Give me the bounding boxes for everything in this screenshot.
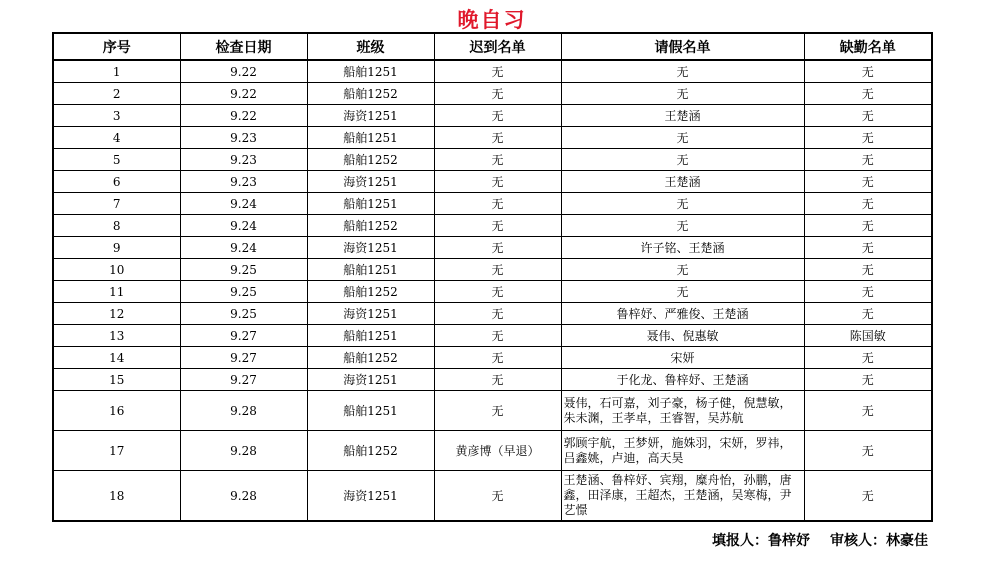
table-row [53,127,932,149]
cell-leave[interactable]: 王楚涵、鲁梓妤、宾翔，糜舟怡，孙鹏，唐鑫，田泽康，王超杰，王楚涵，吴寒梅，尹艺憬 [561,471,804,522]
cell-class[interactable]: 海资1251 [307,471,434,522]
cell-date[interactable]: 9.24 [180,215,307,237]
cell-date[interactable]: 9.25 [180,303,307,325]
cell-date[interactable]: 9.22 [180,83,307,105]
signature-footer [712,530,928,550]
cell-late[interactable]: 无 [434,281,561,303]
table-row [53,259,932,281]
cell-leave[interactable]: 许子铭、王楚涵 [561,237,804,259]
cell-leave[interactable]: 无 [561,259,804,281]
cell-leave[interactable]: 无 [561,60,804,83]
cell-late[interactable]: 无 [434,60,561,83]
cell-absent[interactable]: 无 [804,237,932,259]
table-row [53,237,932,259]
table-row [53,431,932,471]
cell-absent[interactable]: 无 [804,281,932,303]
cell-absent[interactable]: 无 [804,215,932,237]
filler-name: 鲁梓妤 [768,533,810,549]
cell-late[interactable]: 无 [434,105,561,127]
cell-no[interactable]: 3 [53,105,180,127]
cell-no[interactable]: 18 [53,471,180,522]
header-date[interactable]: 检查日期 [180,33,307,60]
cell-class[interactable]: 海资1251 [307,369,434,391]
cell-absent[interactable]: 无 [804,83,932,105]
cell-class[interactable]: 船舶1251 [307,127,434,149]
cell-date[interactable]: 9.23 [180,171,307,193]
cell-late[interactable]: 无 [434,193,561,215]
cell-date[interactable]: 9.23 [180,149,307,171]
cell-absent[interactable]: 无 [804,60,932,83]
table-row [53,215,932,237]
cell-leave[interactable]: 宋妍 [561,347,804,369]
table-row [53,171,932,193]
cell-leave[interactable]: 王楚涵 [561,171,804,193]
cell-leave[interactable]: 聂伟，石可嘉，刘子豪，杨子健，倪慧敏，朱未渊，王孝卓，王睿智，吴苏航 [561,391,804,431]
header-class[interactable]: 班级 [307,33,434,60]
cell-no[interactable]: 17 [53,431,180,471]
table-row [53,325,932,347]
sheet-title: 晚自习 [457,7,527,32]
cell-absent[interactable]: 无 [804,431,932,471]
cell-late[interactable]: 无 [434,347,561,369]
cell-leave[interactable]: 无 [561,127,804,149]
header-no[interactable]: 序号 [53,33,180,60]
header-row [53,33,932,60]
cell-late[interactable]: 无 [434,259,561,281]
cell-leave[interactable]: 郭顾宇航，王梦妍，施姝羽，宋妍，罗祎，吕鑫姚，卢迪，高天昊 [561,431,804,471]
cell-date[interactable]: 9.28 [180,431,307,471]
cell-late[interactable]: 无 [434,325,561,347]
cell-class[interactable]: 海资1251 [307,303,434,325]
cell-date[interactable]: 9.22 [180,60,307,83]
cell-absent[interactable]: 无 [804,369,932,391]
cell-date[interactable]: 9.25 [180,281,307,303]
cell-class[interactable]: 船舶1252 [307,215,434,237]
cell-late[interactable]: 无 [434,127,561,149]
cell-class[interactable]: 船舶1252 [307,431,434,471]
cell-absent[interactable]: 无 [804,149,932,171]
cell-date[interactable]: 9.24 [180,237,307,259]
cell-absent[interactable]: 无 [804,259,932,281]
table-row [53,369,932,391]
cell-absent[interactable]: 无 [804,193,932,215]
cell-date[interactable]: 9.25 [180,259,307,281]
cell-no[interactable]: 14 [53,347,180,369]
cell-late[interactable]: 无 [434,303,561,325]
cell-absent[interactable]: 无 [804,471,932,522]
cell-absent[interactable]: 无 [804,127,932,149]
table-row [53,347,932,369]
cell-class[interactable]: 船舶1252 [307,83,434,105]
cell-class[interactable]: 海资1251 [307,237,434,259]
cell-no[interactable]: 5 [53,149,180,171]
cell-leave[interactable]: 无 [561,281,804,303]
cell-no[interactable]: 8 [53,215,180,237]
cell-no[interactable]: 13 [53,325,180,347]
cell-leave[interactable]: 无 [561,149,804,171]
cell-date[interactable]: 9.24 [180,193,307,215]
cell-late[interactable]: 无 [434,391,561,431]
filler-label: 填报人： [712,533,768,549]
table-body [53,60,932,521]
cell-class[interactable]: 船舶1251 [307,193,434,215]
table-row [53,281,932,303]
header-leave[interactable]: 请假名单 [561,33,804,60]
cell-class[interactable]: 船舶1251 [307,325,434,347]
cell-absent[interactable]: 无 [804,171,932,193]
table-row [53,60,932,83]
cell-class[interactable]: 船舶1251 [307,259,434,281]
table-row [53,303,932,325]
cell-late[interactable]: 无 [434,149,561,171]
table-row [53,471,932,522]
cell-leave[interactable]: 王楚涵 [561,105,804,127]
cell-late[interactable]: 无 [434,237,561,259]
cell-no[interactable]: 12 [53,303,180,325]
cell-leave[interactable]: 于化龙、鲁梓妤、王楚涵 [561,369,804,391]
cell-no[interactable]: 6 [53,171,180,193]
reviewer-label: 审核人： [830,533,886,549]
cell-date[interactable]: 9.28 [180,391,307,431]
cell-class[interactable]: 海资1251 [307,105,434,127]
header-late[interactable]: 迟到名单 [434,33,561,60]
cell-absent[interactable]: 无 [804,303,932,325]
cell-class[interactable]: 船舶1252 [307,347,434,369]
cell-no[interactable]: 4 [53,127,180,149]
cell-late[interactable]: 无 [434,171,561,193]
cell-leave[interactable]: 鲁梓妤、严雅俊、王楚涵 [561,303,804,325]
cell-late[interactable]: 无 [434,471,561,522]
cell-leave[interactable]: 聂伟、倪惠敏 [561,325,804,347]
cell-absent[interactable]: 无 [804,105,932,127]
cell-no[interactable]: 7 [53,193,180,215]
table-row [53,193,932,215]
cell-no[interactable]: 15 [53,369,180,391]
cell-leave[interactable]: 无 [561,215,804,237]
table-row [53,149,932,171]
cell-no[interactable]: 11 [53,281,180,303]
cell-leave[interactable]: 无 [561,193,804,215]
reviewer-name: 林豪佳 [886,533,928,549]
cell-class[interactable]: 船舶1251 [307,60,434,83]
cell-class[interactable]: 船舶1252 [307,149,434,171]
cell-absent[interactable]: 陈国敏 [804,325,932,347]
cell-date[interactable]: 9.27 [180,369,307,391]
cell-late[interactable]: 黄彦博（早退） [434,431,561,471]
table-row [53,83,932,105]
table-row [53,105,932,127]
cell-late[interactable]: 无 [434,215,561,237]
cell-no[interactable]: 16 [53,391,180,431]
cell-no[interactable]: 1 [53,60,180,83]
cell-date[interactable]: 9.28 [180,471,307,522]
cell-leave[interactable]: 无 [561,83,804,105]
attendance-table [52,32,933,522]
cell-no[interactable]: 10 [53,259,180,281]
cell-absent[interactable]: 无 [804,391,932,431]
cell-date[interactable]: 9.23 [180,127,307,149]
cell-late[interactable]: 无 [434,369,561,391]
cell-class[interactable]: 船舶1252 [307,281,434,303]
cell-class[interactable]: 船舶1251 [307,391,434,431]
cell-no[interactable]: 2 [53,83,180,105]
table-row [53,391,932,431]
cell-no[interactable]: 9 [53,237,180,259]
header-absent[interactable]: 缺勤名单 [804,33,932,60]
cell-date[interactable]: 9.27 [180,347,307,369]
cell-absent[interactable]: 无 [804,347,932,369]
cell-class[interactable]: 海资1251 [307,171,434,193]
cell-late[interactable]: 无 [434,83,561,105]
cell-date[interactable]: 9.22 [180,105,307,127]
cell-date[interactable]: 9.27 [180,325,307,347]
